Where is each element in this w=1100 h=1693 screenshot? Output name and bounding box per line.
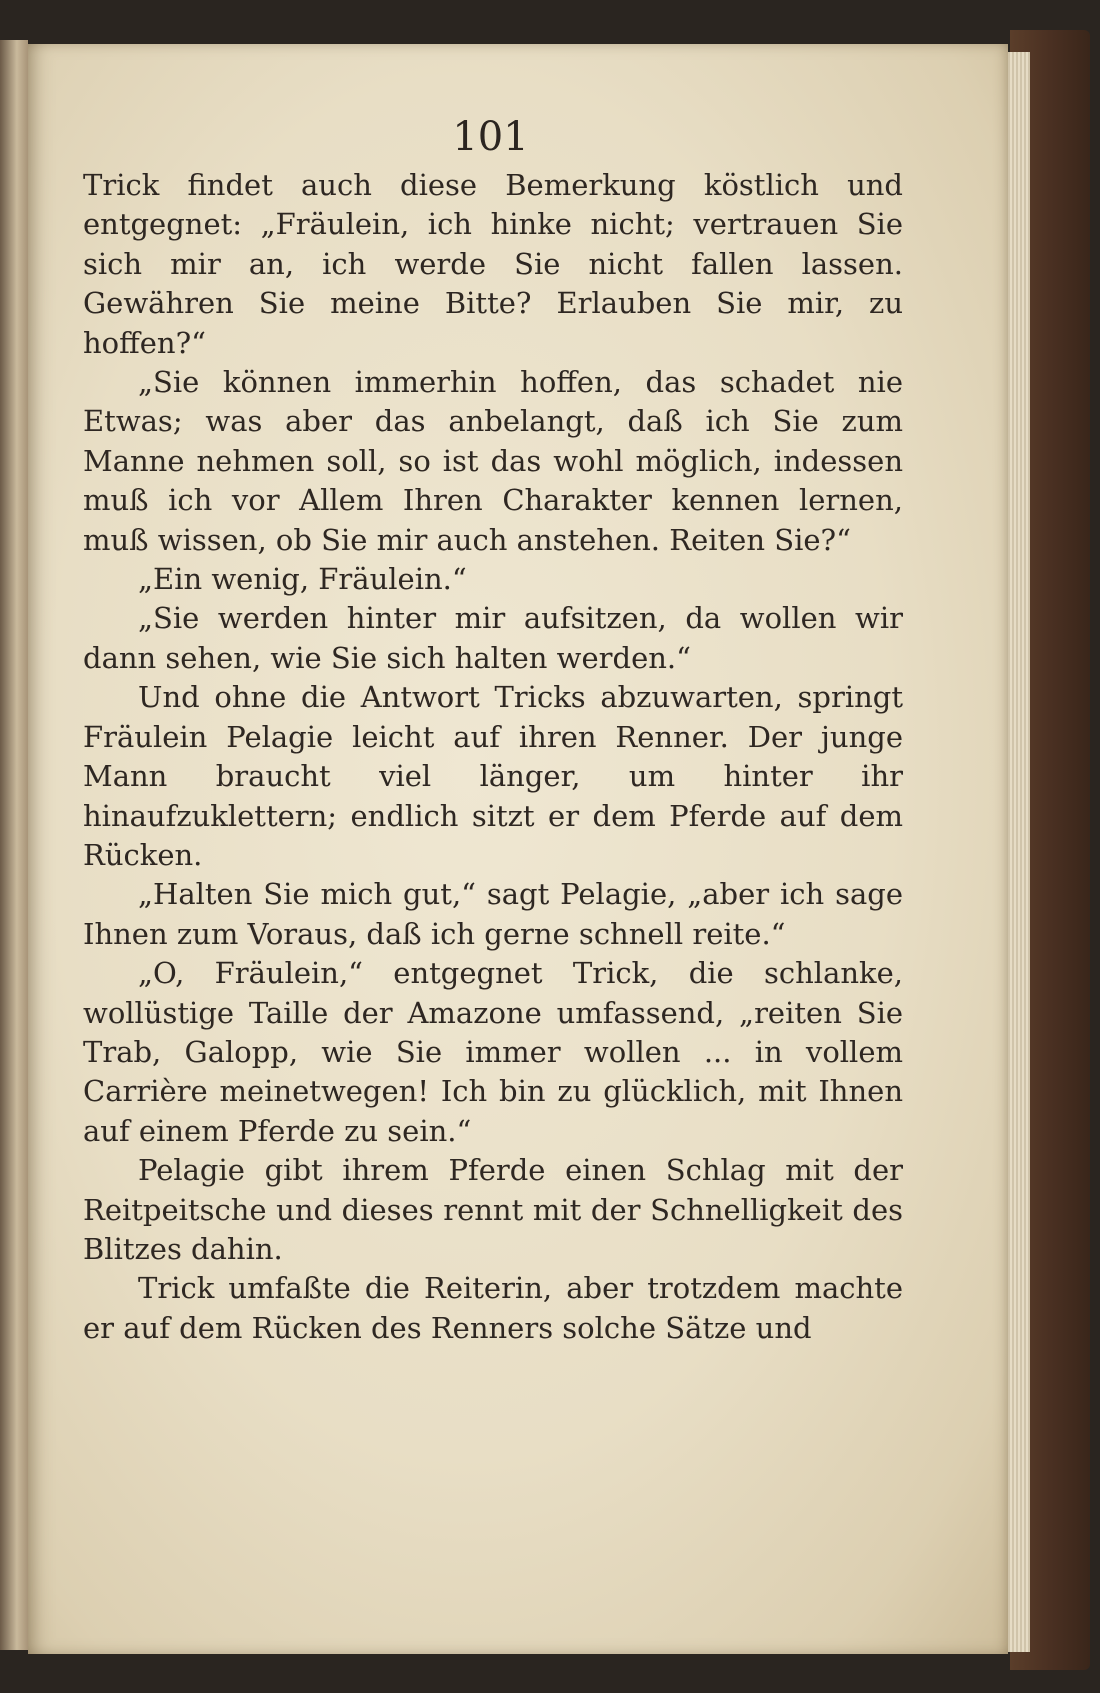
page-text: [83, 166, 903, 1348]
previous-page-edge: [0, 40, 28, 1650]
paragraph: „Halten Sie mich gut,“ sagt Pelagie, „aber ich sage Ihnen zum Voraus, daß ich gerne schnell reite.“: [83, 877, 903, 951]
paragraph: „Sie können immerhin hoffen, das schadet nie Etwas; was aber das anbelangt, daß ich Sie zum Manne nehmen soll, so ist das wohl möglich, indessen muß ich vor Allem Ihren Charakter kennen lernen, muß wissen, ob Sie mir auch anstehen. Reiten Sie?“: [83, 365, 903, 557]
paragraph: „O, Fräulein,“ entgegnet Trick, die schlanke, wollüstige Taille der Amazone umfassend, „reiten Sie Trab, Galopp, wie Sie immer wollen ... in vollem Carrière meinetwegen! Ich bin zu glücklich, mit Ihnen auf einem Pferde zu sein.“: [83, 956, 903, 1148]
page-number: 101: [452, 114, 529, 160]
paragraph: Trick findet auch diese Bemerkung köstlich und entgegnet: „Fräulein, ich hinke nicht; vertrauen Sie sich mir an, ich werde Sie nicht fallen lassen. Gewähren Sie meine Bitte? Erlauben Sie mir, zu hoffen?“: [83, 168, 903, 360]
paragraph: Pelagie gibt ihrem Pferde einen Schlag mit der Reitpeitsche und dieses rennt mit der Schnelligkeit des Blitzes dahin.: [83, 1153, 903, 1266]
book-page: [28, 44, 1008, 1654]
paragraph: Und ohne die Antwort Tricks abzuwarten, springt Fräulein Pelagie leicht auf ihren Renner. Der junge Mann braucht viel länger, um hinter ihr hinaufzuklettern; endlich sitzt er dem Pferde auf dem Rücken.: [83, 680, 903, 872]
paragraph: „Sie werden hinter mir aufsitzen, da wollen wir dann sehen, wie Sie sich halten werden.“: [83, 601, 903, 675]
paragraph: Trick umfaßte die Reiterin, aber trotzdem machte er auf dem Rücken des Renners solche Sätze und: [83, 1271, 903, 1345]
paragraph: „Ein wenig, Fräulein.“: [138, 562, 467, 597]
